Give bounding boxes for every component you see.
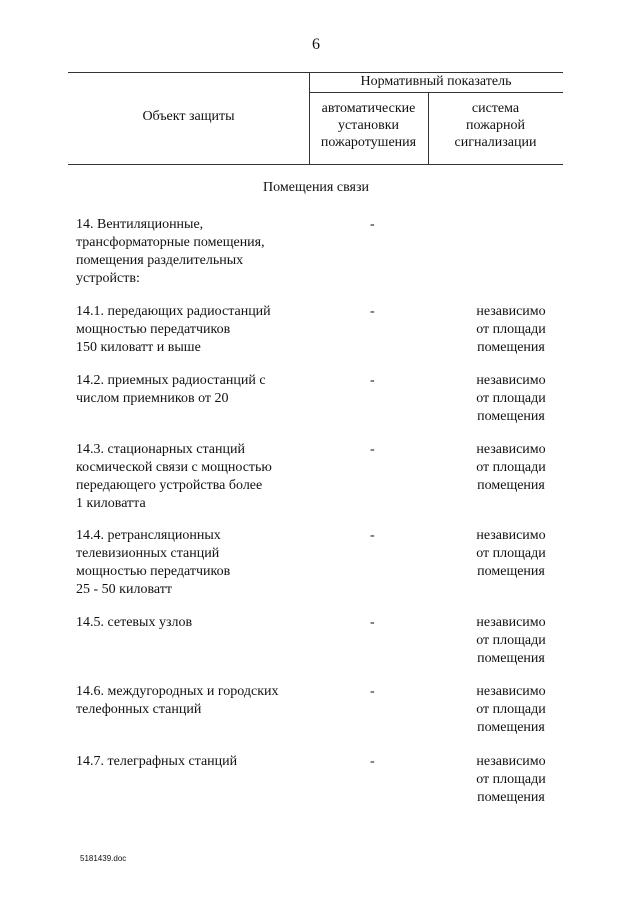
- row-object-line: 14.2. приемных радиостанций с: [76, 373, 266, 388]
- row-auto-value: -: [370, 615, 375, 630]
- row-object-line: трансформаторные помещения,: [76, 235, 265, 250]
- row-signal-line: независимо: [476, 442, 546, 457]
- header-col-auto-line: автоматические: [321, 101, 416, 116]
- row-signal-line: независимо: [476, 615, 546, 630]
- table-header: [68, 72, 563, 165]
- row-auto-value: -: [370, 754, 375, 769]
- row-signal-value: [456, 683, 566, 737]
- header-col-auto: [309, 100, 428, 151]
- row-signal-line: независимо: [476, 754, 546, 769]
- row-object-line: помещения разделительных: [76, 253, 244, 268]
- row-auto-value: -: [370, 684, 375, 699]
- header-col-signal-line: сигнализации: [454, 135, 537, 150]
- row-object-line: передающего устройства более: [76, 478, 263, 493]
- header-col-signal: [428, 100, 563, 151]
- row-signal-line: независимо: [476, 528, 546, 543]
- row-auto-value: -: [370, 304, 375, 319]
- row-signal-value: [456, 441, 566, 495]
- row-signal-line: помещения: [477, 720, 545, 735]
- row-object: [76, 614, 306, 632]
- header-col-signal-line: пожарной: [465, 118, 525, 133]
- row-object: [76, 527, 306, 599]
- header-col-auto-line: пожаротушения: [320, 135, 417, 150]
- row-signal-line: помещения: [477, 564, 545, 579]
- row-object-line: 14.5. сетевых узлов: [76, 615, 193, 630]
- row-object-line: 14.7. телеграфных станций: [76, 754, 238, 769]
- header-object-label: Объект защиты: [142, 109, 235, 124]
- row-object: [76, 216, 306, 288]
- row-signal-line: от площади: [476, 322, 546, 337]
- row-auto-value: -: [370, 217, 375, 232]
- row-object-line: 150 киловатт и выше: [76, 340, 201, 355]
- row-object: [76, 683, 306, 719]
- row-auto-value: -: [370, 528, 375, 543]
- row-object-line: числом приемников от 20: [76, 391, 229, 406]
- row-object: [76, 303, 306, 357]
- row-object-line: 14.6. междугородных и городских: [76, 684, 279, 699]
- row-object: [76, 372, 306, 408]
- section-title: Помещения связи: [263, 180, 369, 195]
- row-object: [76, 441, 306, 513]
- row-signal-value: [456, 372, 566, 426]
- row-auto-value: -: [370, 373, 375, 388]
- row-signal-line: от площади: [476, 460, 546, 475]
- header-normative-label: Нормативный показатель: [360, 74, 512, 89]
- row-signal-line: независимо: [476, 684, 546, 699]
- row-object: [76, 753, 306, 771]
- row-object-line: 14.1. передающих радиостанций: [76, 304, 271, 319]
- row-signal-line: от площади: [476, 633, 546, 648]
- header-col-signal-line: система: [471, 101, 520, 116]
- row-object-line: мощностью передатчиков: [76, 322, 231, 337]
- row-signal-line: от площади: [476, 702, 546, 717]
- row-object-line: 1 киловатта: [76, 496, 146, 511]
- row-object-line: мощностью передатчиков: [76, 564, 231, 579]
- row-signal-line: помещения: [477, 340, 545, 355]
- row-signal-line: независимо: [476, 373, 546, 388]
- header-col-auto-line: установки: [337, 118, 400, 133]
- row-object-line: 14. Вентиляционные,: [76, 217, 204, 232]
- header-divider: [309, 92, 563, 93]
- row-signal-line: помещения: [477, 409, 545, 424]
- row-signal-value: [456, 303, 566, 357]
- row-object-line: 14.4. ретрансляционных: [76, 528, 221, 543]
- row-signal-value: [456, 753, 566, 807]
- row-signal-line: от площади: [476, 546, 546, 561]
- row-signal-line: независимо: [476, 304, 546, 319]
- row-signal-value: [456, 527, 566, 581]
- row-signal-line: помещения: [477, 790, 545, 805]
- page-number: 6: [312, 36, 320, 53]
- row-object-line: 14.3. стационарных станций: [76, 442, 245, 457]
- footer-doc-code: 5181439.doc: [80, 854, 127, 863]
- row-object-line: космической связи с мощностью: [76, 460, 272, 475]
- row-signal-line: помещения: [477, 478, 545, 493]
- row-signal-line: от площади: [476, 391, 546, 406]
- row-object-line: устройств:: [76, 271, 140, 286]
- row-signal-line: помещения: [477, 651, 545, 666]
- row-signal-line: от площади: [476, 772, 546, 787]
- row-object-line: телефонных станций: [76, 702, 202, 717]
- row-object-line: 25 - 50 киловатт: [76, 582, 172, 597]
- row-auto-value: -: [370, 442, 375, 457]
- row-signal-value: [456, 614, 566, 668]
- row-object-line: телевизионных станций: [76, 546, 220, 561]
